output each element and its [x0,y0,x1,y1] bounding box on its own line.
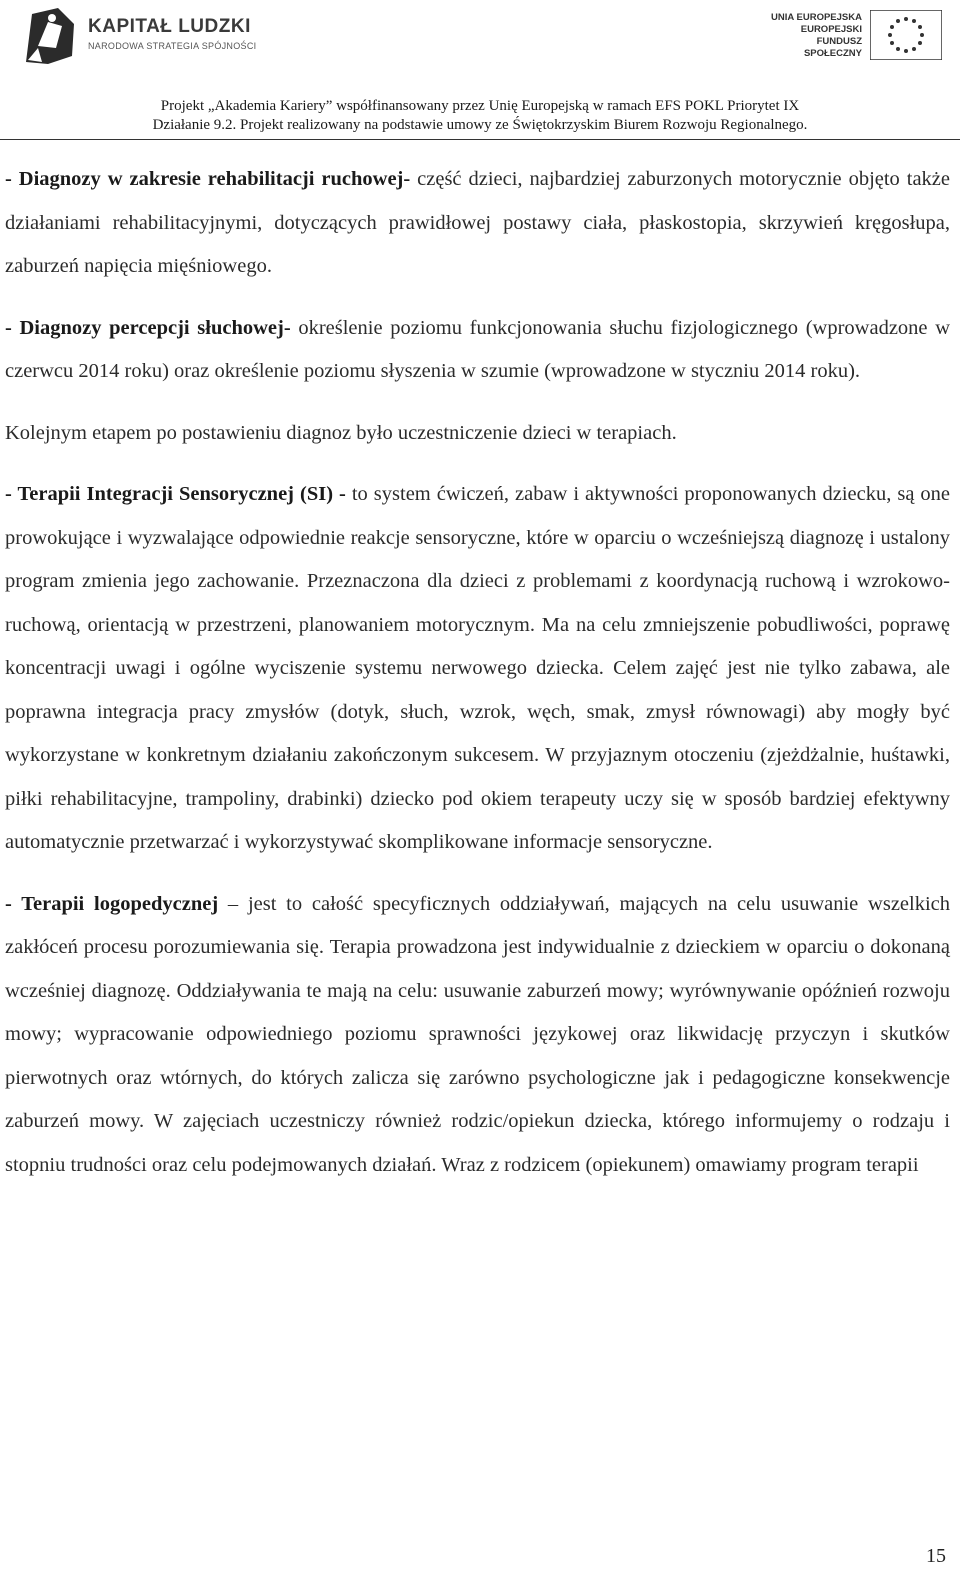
eu-line-3: FUNDUSZ SPOŁECZNY [803,36,862,59]
kapital-ludzki-subtitle: NARODOWA STRATEGIA SPÓJNOŚCI [88,41,257,51]
eu-flag-icon [870,10,942,60]
paragraph-percepcja-sluchowa [5,307,950,394]
paragraph-rehabilitacja [5,158,950,289]
document-body [5,158,950,1187]
paragraph-heading: - Diagnozy w zakresie rehabilitacji ruchowej- [5,168,411,190]
eu-efs-logo [756,10,946,66]
project-line-1: Projekt „Akademia Kariery” współfinansowany przez Unię Europejską w ramach EFS POKL Priorytet IX [160,98,800,114]
paragraph-heading: - Diagnozy percepcji słuchowej- [5,316,291,339]
header-divider [0,139,960,140]
paragraph-text: określenie poziomu funkcjonowania słuchu fizjologicznego (wprowadzone w czerwcu 2014 roku) oraz określenie poziomu słyszenia w szumie (wprowadzone w styczniu 2014 roku). [5,316,950,382]
paragraph-text: Kolejnym etapem po postawieniu diagnoz było uczestniczenie dzieci w terapiach. [5,421,677,444]
eu-line-2: EUROPEJSKI [800,24,862,35]
paragraph-text: to system ćwiczeń, zabaw i aktywności proponowanych dziecku, są one prowokujące i wyzwalające odpowiednie reakcje sensoryczne, które w oparciu o wcześniejszą diagnozę i ustalony program zmienia jego zachowanie. Przeznaczona dla dzieci z problemami z koordynacją ruchową i wzrokowo-ruchową, orientacją w przestrzeni, planowaniem motorycznym. Ma na celu zmniejszenie pobudliwości, poprawę koncentracji uwagi i ogólne wyciszenie systemu nerwowego dziecka. Celem zajęć jest nie tylko zabawa, ale poprawna integracja pracy zmysłów (dotyk, słuch, wzrok, węch, smak, zmysł równowagi) aby mogły być wykorzystane w konkretnym działaniu zakończonym sukcesem. W przyjaznym otoczeniu (zjeżdżalnie, huśtawki, piłki rehabilitacyjne, trampoliny, drabinki) dziecko pod okiem terapeuty uczy się w sposób bardziej efektywny automatycznie przetwarzać i wykorzystywać skomplikowane informacje sensoryczne. [5,483,951,853]
project-line-2: Działanie 9.2. Projekt realizowany na podstawie umowy ze Świętokrzyskim Biurem Rozwoju Regionalnego. [152,117,808,133]
page-number: 15 [926,1545,946,1567]
paragraph-heading: - Terapii Integracji Sensorycznej (SI) - [5,483,346,505]
paragraph-terapia-si [5,473,950,865]
paragraph-kolejny-etap [5,412,950,456]
paragraph-text: – jest to całość specyficznych oddziaływań, mających na celu usuwanie wszelkich zakłóceń procesu porozumiewania się. Terapia prowadzona jest indywidualnie z dzieckiem w oparciu o dokonaną wcześniej diagnozę. Oddziaływania te mają na celu: usuwanie zaburzeń mowy; wyrównywanie opóźnień rozwoju mowy; wypracowanie odpowiedniego poziomu sprawności językowej oraz likwidację przyczyn i skutków pierwotnych oraz wtórnych, do których zalicza się zarówno psychologiczne jak i pedagogiczne konsekwencje zaburzeń mowy. W zajęciach uczestniczy również rodzic/opiekun dziecka, którego informujemy o rodzaju i stopniu trudności oraz celu podejmowanych działań. Wraz z rodzicem (opiekunem) omawiamy program terapii [5,892,951,1176]
page-header [0,0,960,145]
kapital-ludzki-emblem-icon [18,4,80,68]
eu-line-1: UNIA EUROPEJSKA [771,12,862,23]
paragraph-text: część dzieci, najbardziej zaburzonych motorycznie objęto także działaniami rehabilitacyjnymi, dotyczących prawidłowej postawy ciała, płaskostopia, skrzywień kręgosłupa, zaburzeń napięcia mięśniowego. [5,168,950,277]
paragraph-heading: - Terapii logopedycznej [5,892,219,915]
kapital-ludzki-title: KAPITAŁ LUDZKI [88,16,251,37]
kapital-ludzki-logo [18,4,257,68]
paragraph-terapia-logopedyczna [5,883,950,1188]
